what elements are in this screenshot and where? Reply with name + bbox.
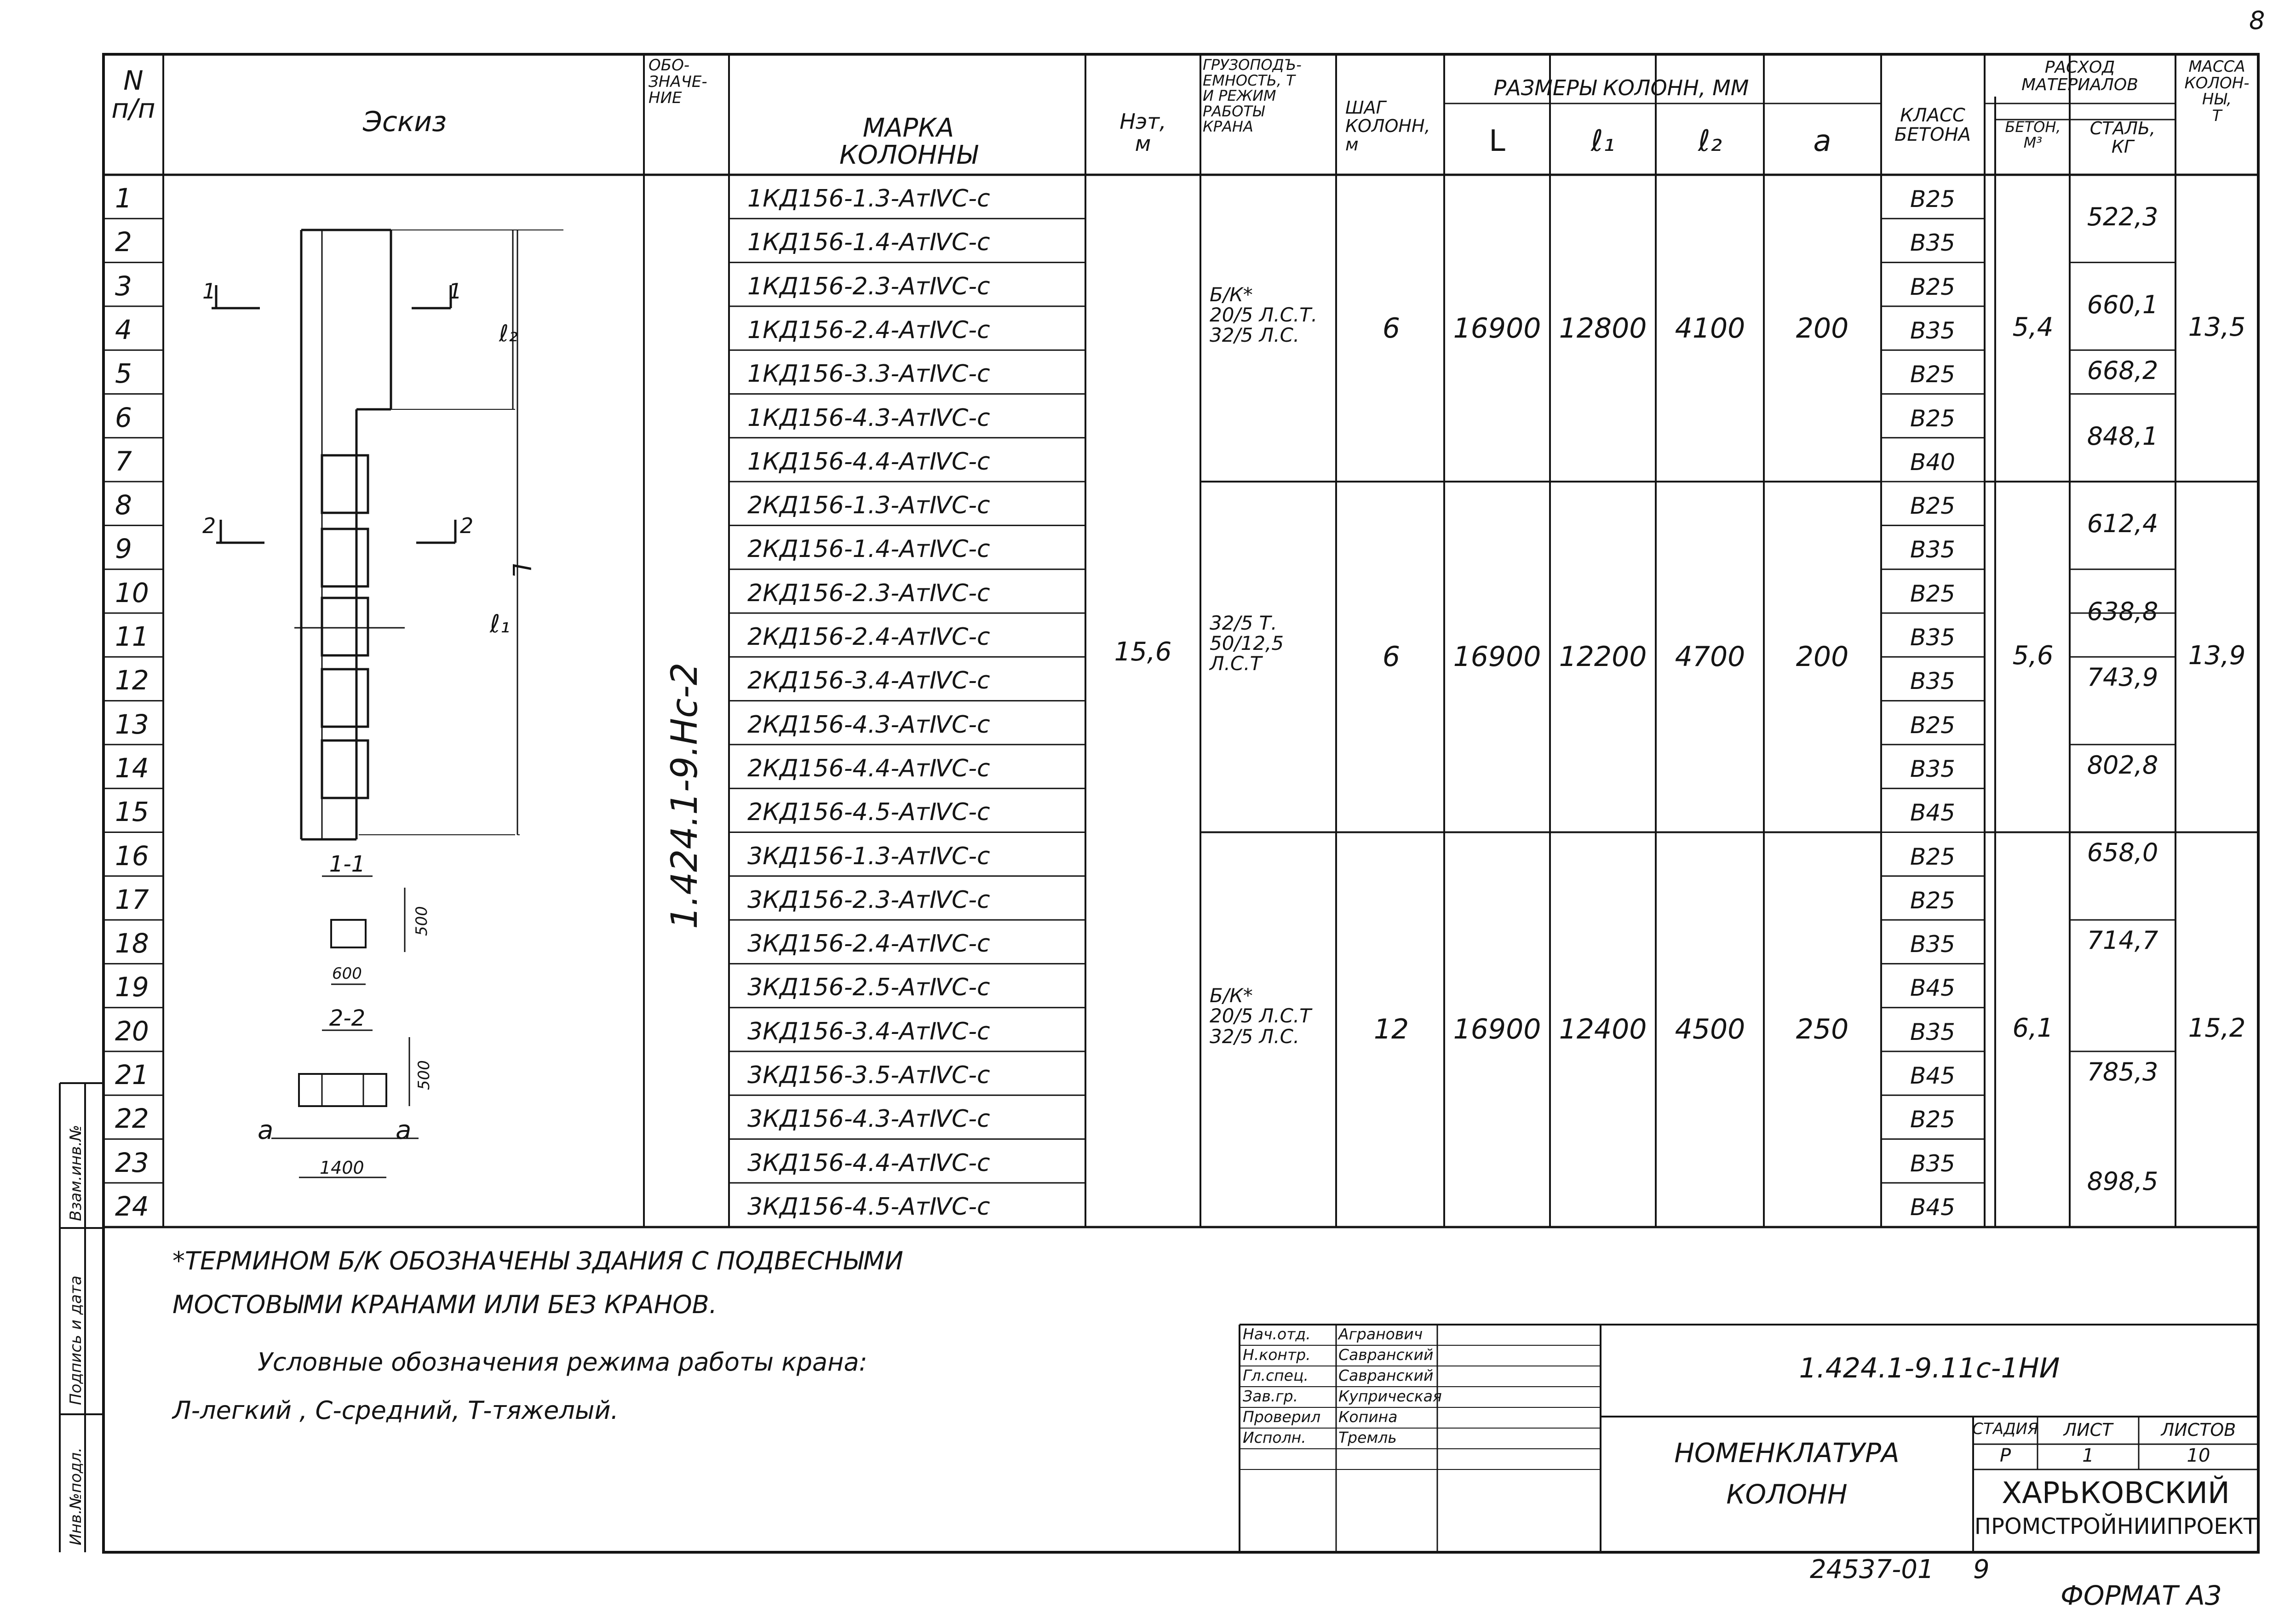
staff-name: Савранский — [1338, 1346, 1434, 1364]
column-mark: 2КД156-3.4-АтⅣС-с — [747, 667, 990, 695]
concrete-class: В25 — [1910, 186, 1955, 212]
column-step: 6 — [1382, 641, 1401, 673]
format-label: ФОРМАТ А3 — [2061, 1580, 2222, 1611]
concrete-class: В35 — [1910, 668, 1955, 695]
section-mark-label: 1 — [202, 279, 216, 304]
dim-l1: 12800 — [1559, 312, 1647, 344]
dim-label: a — [396, 1115, 412, 1145]
document-title: НОМЕНКЛАТУРА — [1674, 1437, 1900, 1469]
dim-l1: 12400 — [1559, 1013, 1647, 1046]
organization-name: ХАРЬКОВСКИЙ — [2002, 1476, 2230, 1510]
label-l1: ℓ₁ — [490, 609, 510, 638]
concrete-class: В35 — [1910, 536, 1955, 563]
column-opening — [322, 529, 368, 586]
concrete-volume: 5,6 — [2012, 641, 2054, 671]
section-title: 1-1 — [329, 851, 366, 877]
row-number: 4 — [115, 314, 132, 345]
steel-value: 714,7 — [2087, 925, 2158, 955]
staff-name: Агранович — [1338, 1325, 1423, 1343]
section-shape — [299, 1074, 386, 1106]
sheet-value: 1 — [2082, 1445, 2094, 1466]
concrete-volume: 5,4 — [2012, 312, 2054, 342]
concrete-volume: 6,1 — [2012, 1013, 2054, 1044]
text-label: МАССА КОЛОН- НЫ, Т — [2184, 57, 2250, 126]
column-mark: 2КД156-2.4-АтⅣС-с — [747, 623, 990, 651]
dim-a: 200 — [1796, 641, 1849, 673]
side-stamp-text: Инв.№подл. — [67, 1447, 85, 1545]
text-label: ШАГ КОЛОНН, м — [1345, 98, 1430, 155]
steel-value: 848,1 — [2087, 421, 2158, 451]
row-number: 11 — [115, 621, 149, 652]
note-line: Л-легкий , С-средний, Т-тяжелый. — [172, 1396, 619, 1425]
row-number: 10 — [115, 577, 149, 608]
organization-name: ПРОМСТРОЙНИИПРОЕКТ — [1974, 1514, 2257, 1539]
steel-value: 612,4 — [2087, 509, 2158, 539]
column-mass: 15,2 — [2188, 1013, 2246, 1044]
text-label: ℓ₂ — [1698, 124, 1722, 158]
concrete-class: В45 — [1910, 1194, 1955, 1221]
row-number: 3 — [115, 270, 132, 302]
row-number: 2 — [115, 226, 132, 258]
dim-l2: 4700 — [1675, 641, 1745, 673]
text-label: ℓ₁ — [1590, 124, 1615, 158]
column-mark: 2КД156-4.3-АтⅣС-с — [747, 711, 990, 739]
row-number: 23 — [115, 1147, 149, 1178]
concrete-class: В25 — [1910, 405, 1955, 432]
text-label: РАСХОД МАТЕРИАЛОВ — [2021, 58, 2138, 94]
crane-mode: Б/К* 20/5 Л.С.Т 32/5 Л.С. — [1210, 984, 1311, 1048]
row-number: 19 — [115, 971, 149, 1003]
section-mark-label: 1 — [448, 279, 462, 304]
concrete-class: В25 — [1910, 580, 1955, 607]
staff-role: Нач.отд. — [1243, 1325, 1311, 1343]
column-mark: 1КД156-2.3-АтⅣС-с — [747, 272, 990, 300]
column-mark: 3КД156-2.3-АтⅣС-с — [747, 886, 990, 914]
column-mark: 1КД156-4.4-АтⅣС-с — [747, 448, 990, 476]
concrete-class: В40 — [1910, 448, 1955, 476]
dim-L: 16900 — [1453, 312, 1541, 344]
dim-label: a — [258, 1115, 274, 1145]
column-mark: 1КД156-3.3-АтⅣС-с — [747, 360, 990, 388]
column-mark: 3КД156-4.5-АтⅣС-с — [747, 1193, 990, 1221]
concrete-class: В35 — [1910, 931, 1955, 958]
text-label: Эскиз — [362, 106, 447, 138]
column-mark: 3КД156-3.5-АтⅣС-с — [747, 1062, 990, 1089]
concrete-class: В35 — [1910, 317, 1955, 344]
column-mark: 1КД156-1.4-АтⅣС-с — [747, 229, 990, 257]
staff-name: Куприческая — [1338, 1387, 1442, 1405]
sheets-value: 10 — [2187, 1445, 2210, 1466]
column-opening — [322, 740, 368, 798]
concrete-class: В35 — [1910, 1150, 1955, 1177]
text-label: КЛАСС БЕТОНА — [1894, 105, 1971, 145]
column-mark: 3КД156-4.4-АтⅣС-с — [747, 1149, 990, 1177]
row-number: 15 — [115, 796, 149, 828]
steel-value: 743,9 — [2087, 662, 2158, 692]
staff-role: Проверил — [1243, 1408, 1321, 1426]
staff-role: Зав.гр. — [1243, 1387, 1298, 1405]
section-title: 2-2 — [329, 1005, 366, 1031]
sheet-label: ЛИСТ — [2063, 1420, 2113, 1440]
steel-value: 522,3 — [2087, 202, 2158, 232]
steel-value: 658,0 — [2087, 838, 2158, 867]
row-number: 14 — [115, 752, 149, 784]
row-number: 20 — [115, 1015, 149, 1047]
dim-a: 200 — [1796, 312, 1849, 344]
dim-a: 250 — [1796, 1013, 1849, 1046]
steel-value: 668,2 — [2087, 356, 2158, 385]
text-label: N п/п — [111, 65, 155, 124]
side-stamp-text: Взам.инв.№ — [67, 1125, 85, 1221]
dim-l2: 4100 — [1675, 312, 1745, 344]
document-code: 1.424.1-9.11с-1НИ — [1799, 1352, 2060, 1384]
column-mark: 3КД156-1.3-АтⅣС-с — [747, 842, 990, 870]
text-label: БЕТОН, М³ — [2005, 118, 2061, 151]
concrete-class: В35 — [1910, 624, 1955, 651]
label-L: L — [507, 563, 536, 578]
steel-value: 785,3 — [2087, 1057, 2158, 1086]
row-number: 18 — [115, 928, 149, 959]
column-mark: 1КД156-1.3-АтⅣС-с — [747, 185, 990, 212]
document-title: КОЛОНН — [1726, 1479, 1848, 1510]
column-opening — [322, 455, 368, 513]
dim-label: 600 — [332, 964, 362, 983]
column-mark: 2КД156-1.4-АтⅣС-с — [747, 535, 990, 563]
row-number: 5 — [115, 358, 132, 390]
height-value: 15,6 — [1114, 637, 1172, 667]
sheets-label: ЛИСТОВ — [2161, 1420, 2236, 1440]
row-number: 6 — [115, 402, 132, 433]
note-line: Условные обозначения режима работы крана: — [258, 1348, 867, 1377]
dim-label: 500 — [413, 906, 431, 936]
row-number: 7 — [115, 445, 132, 477]
page-number: 8 — [2249, 6, 2265, 35]
column-mass: 13,5 — [2188, 312, 2246, 342]
dim-L: 16900 — [1453, 641, 1541, 673]
row-number: 1 — [115, 183, 132, 214]
dim-label: 500 — [415, 1060, 433, 1090]
dim-l1: 12200 — [1559, 641, 1647, 673]
staff-role: Н.контр. — [1243, 1346, 1311, 1364]
column-mark: 1КД156-4.3-АтⅣС-с — [747, 404, 990, 432]
label-l2: ℓ₂ — [499, 320, 518, 347]
text-label: СТАЛЬ, КГ — [2089, 118, 2156, 157]
row-number: 22 — [115, 1103, 149, 1135]
steel-value: 898,5 — [2087, 1166, 2158, 1196]
concrete-class: В25 — [1910, 843, 1955, 870]
row-number: 8 — [115, 489, 132, 521]
column-mark: 3КД156-4.3-АтⅣС-с — [747, 1105, 990, 1133]
staff-name: Тремль — [1338, 1429, 1397, 1446]
concrete-class: В35 — [1910, 755, 1955, 782]
crane-mode: 32/5 Т. 50/12,5 Л.С.Т — [1210, 612, 1284, 675]
concrete-class: В25 — [1910, 887, 1955, 914]
section-shape — [331, 920, 366, 947]
stage-value: Р — [1999, 1445, 2011, 1466]
column-opening — [322, 598, 368, 655]
note-line: *ТЕРМИНОМ Б/К ОБОЗНАЧЕНЫ ЗДАНИЯ С ПОДВЕСНЫМИ — [172, 1246, 903, 1275]
text-label: a — [1813, 124, 1831, 158]
dim-L: 16900 — [1453, 1013, 1541, 1046]
concrete-class: В25 — [1910, 361, 1955, 388]
concrete-class: В35 — [1910, 230, 1955, 257]
column-opening — [322, 669, 368, 727]
row-number: 17 — [115, 884, 149, 915]
concrete-class: В45 — [1910, 975, 1955, 1002]
crane-mode: Б/К* 20/5 Л.С.Т. 32/5 Л.С. — [1210, 283, 1318, 346]
steel-value: 660,1 — [2087, 290, 2158, 319]
text-label: ГРУЗОПОДЪ- ЕМНОСТЬ, Т И РЕЖИМ РАБОТЫ КРАНА — [1203, 56, 1302, 136]
concrete-class: В25 — [1910, 493, 1955, 520]
concrete-class: В35 — [1910, 1018, 1955, 1045]
column-mark: 2КД156-1.3-АтⅣС-с — [747, 492, 990, 520]
row-number: 13 — [115, 708, 149, 740]
column-step: 6 — [1382, 312, 1401, 344]
dim-label: 1400 — [320, 1158, 364, 1178]
concrete-class: В45 — [1910, 1062, 1955, 1089]
stage-label: СТАДИЯ — [1972, 1420, 2038, 1438]
column-step: 12 — [1373, 1013, 1409, 1046]
column-mark: 2КД156-4.5-АтⅣС-с — [747, 798, 990, 826]
note-line: МОСТОВЫМИ КРАНАМИ ИЛИ БЕЗ КРАНОВ. — [172, 1290, 717, 1319]
steel-value: 638,8 — [2087, 597, 2158, 626]
text-label: L — [1489, 124, 1505, 158]
text-label: РАЗМЕРЫ КОЛОНН, ММ — [1493, 75, 1749, 100]
column-mark: 1КД156-2.4-АтⅣС-с — [747, 316, 990, 344]
staff-name: Копина — [1338, 1408, 1398, 1426]
staff-name: Савранский — [1338, 1366, 1434, 1384]
text-label: Нэт, м — [1119, 109, 1166, 156]
archive-number: 24537-01 — [1810, 1555, 1934, 1584]
row-number: 21 — [115, 1059, 149, 1090]
archive-sheet: 9 — [1973, 1555, 1990, 1584]
concrete-class: В25 — [1910, 273, 1955, 300]
text-label: ОБО- ЗНАЧЕ- НИЕ — [649, 56, 707, 108]
dim-l2: 4500 — [1675, 1013, 1745, 1046]
designation-code: 1.424.1-9.Нс-2 — [664, 662, 706, 929]
staff-role: Исполн. — [1243, 1429, 1306, 1446]
row-number: 12 — [115, 665, 149, 696]
column-mark: 2КД156-2.3-АтⅣС-с — [747, 579, 990, 607]
concrete-class: В25 — [1910, 1106, 1955, 1133]
column-mark: 3КД156-2.4-АтⅣС-с — [747, 930, 990, 958]
section-mark-label: 2 — [202, 513, 216, 538]
row-number: 24 — [115, 1190, 149, 1222]
section-mark-label: 2 — [460, 513, 474, 538]
concrete-class: В45 — [1910, 799, 1955, 826]
staff-role: Гл.спец. — [1243, 1366, 1309, 1384]
column-mark: 3КД156-3.4-АтⅣС-с — [747, 1017, 990, 1045]
row-number: 9 — [115, 533, 132, 565]
row-number: 16 — [115, 840, 149, 872]
text-label: МАРКА КОЛОННЫ — [839, 113, 978, 170]
steel-value: 802,8 — [2087, 750, 2158, 780]
column-mark: 3КД156-2.5-АтⅣС-с — [747, 974, 990, 1002]
side-stamp-text: Подпись и дата — [67, 1275, 85, 1405]
concrete-class: В25 — [1910, 712, 1955, 739]
column-mark: 2КД156-4.4-АтⅣС-с — [747, 754, 990, 782]
column-mass: 13,9 — [2188, 641, 2246, 671]
